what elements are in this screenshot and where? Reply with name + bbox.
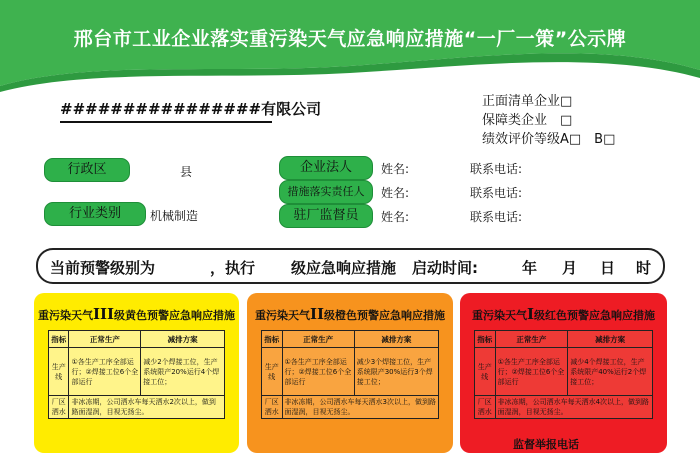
cell-normal: ①各生产工序全部运行；②焊接工位6个全部运行 — [282, 348, 354, 396]
warning-level-bar — [36, 248, 665, 284]
checklist-item-positive: 正面清单企业□ — [482, 94, 573, 109]
checklist-item-rating: 绩效评价等级A□ B□ — [482, 132, 616, 147]
warning-prefix: 当前预警级别为 — [50, 259, 156, 277]
page-title: 邢台市工业企业落实重污染天气应急响应措施“一厂一策”公示牌 — [73, 28, 627, 50]
cell-combined: 非冰冻期，公司洒水车每天洒水2次以上，做到路面湿润，目视无扬尘。 — [69, 396, 225, 419]
col-header: 指标 — [475, 331, 496, 348]
checklist-item-guarantee: 保障类企业 □ — [482, 113, 573, 128]
cell-plan: 减少2个焊接工位，生产系统限产20%运行4个焊接工位； — [141, 348, 225, 396]
role-name-label: 姓名: — [381, 186, 410, 200]
warning-measure: 级应急响应措施 — [291, 259, 397, 277]
role-legal-person: 企业法人 — [279, 156, 373, 180]
col-header: 正常生产 — [495, 331, 568, 348]
col-header: 正常生产 — [282, 331, 354, 348]
company-name: ################有限公司 — [60, 98, 272, 123]
warning-month: 月 — [562, 259, 578, 277]
warning-execute: ，执行 — [210, 259, 256, 277]
red-warning-card — [460, 293, 667, 453]
cell-combined: 非冰冻期，公司洒水车每天洒水4次以上，做到路面湿润，目视无扬尘。 — [495, 396, 652, 419]
role-responsible-person: 措施落实责任人 — [279, 180, 373, 204]
cell-plan: 减少3个焊接工位，生产系统限产30%运行3个焊接工位； — [354, 348, 438, 396]
row-name: 厂区洒水 — [49, 396, 69, 419]
cell-normal: ①各生产工序全部运行；②焊接工位6个全部运行 — [69, 348, 141, 396]
role-name-label: 姓名: — [381, 210, 410, 224]
enterprise-classification — [482, 92, 615, 149]
cell-normal: ①各生产工序全部运行；②焊接工位6个全部运行 — [495, 348, 568, 396]
col-header: 正常生产 — [69, 331, 141, 348]
role-phone-label: 联系电话: — [470, 186, 523, 200]
industry-label: 行业类别 — [44, 202, 146, 226]
industry-value: 机械制造 — [150, 209, 199, 223]
orange-warning-card — [247, 293, 453, 453]
row-name: 生产线 — [475, 348, 496, 396]
role-phone-label: 联系电话: — [470, 162, 523, 176]
row-name: 厂区洒水 — [475, 396, 496, 419]
row-name: 生产线 — [49, 348, 69, 396]
role-phone-label: 联系电话: — [470, 210, 523, 224]
col-header: 减排方案 — [568, 331, 653, 348]
card-title: 重污染天气I级红色预警应急响应措施 — [471, 305, 656, 323]
measures-table — [474, 330, 653, 419]
col-header: 指标 — [49, 331, 69, 348]
role-name-label: 姓名: — [381, 162, 410, 176]
district-label: 行政区 — [44, 158, 130, 182]
district-value: 县 — [180, 165, 193, 179]
card-title: 重污染天气III级黄色预警应急响应措施 — [37, 305, 236, 323]
cell-plan: 减少4个焊接工位，生产系统限产40%运行2个焊接工位； — [568, 348, 653, 396]
role-supervisor: 驻厂监督员 — [279, 204, 373, 228]
col-header: 减排方案 — [354, 331, 438, 348]
col-header: 指标 — [262, 331, 283, 348]
warning-day: 日 — [600, 259, 616, 277]
card-title: 重污染天气II级橙色预警应急响应措施 — [254, 305, 446, 323]
yellow-warning-card — [34, 293, 239, 453]
measures-table — [261, 330, 439, 419]
cell-combined: 非冰冻期，公司洒水车每天洒水3次以上，做到路面湿润，目视无扬尘。 — [282, 396, 438, 419]
row-name: 厂区洒水 — [262, 396, 283, 419]
report-phone-label: 监督举报电话 — [513, 438, 579, 451]
warning-hour: 时 — [636, 259, 652, 277]
warning-year: 年 — [522, 259, 538, 277]
warning-start-time: 启动时间: — [412, 259, 478, 277]
col-header: 减排方案 — [141, 331, 225, 348]
measures-table — [48, 330, 225, 419]
row-name: 生产线 — [262, 348, 283, 396]
